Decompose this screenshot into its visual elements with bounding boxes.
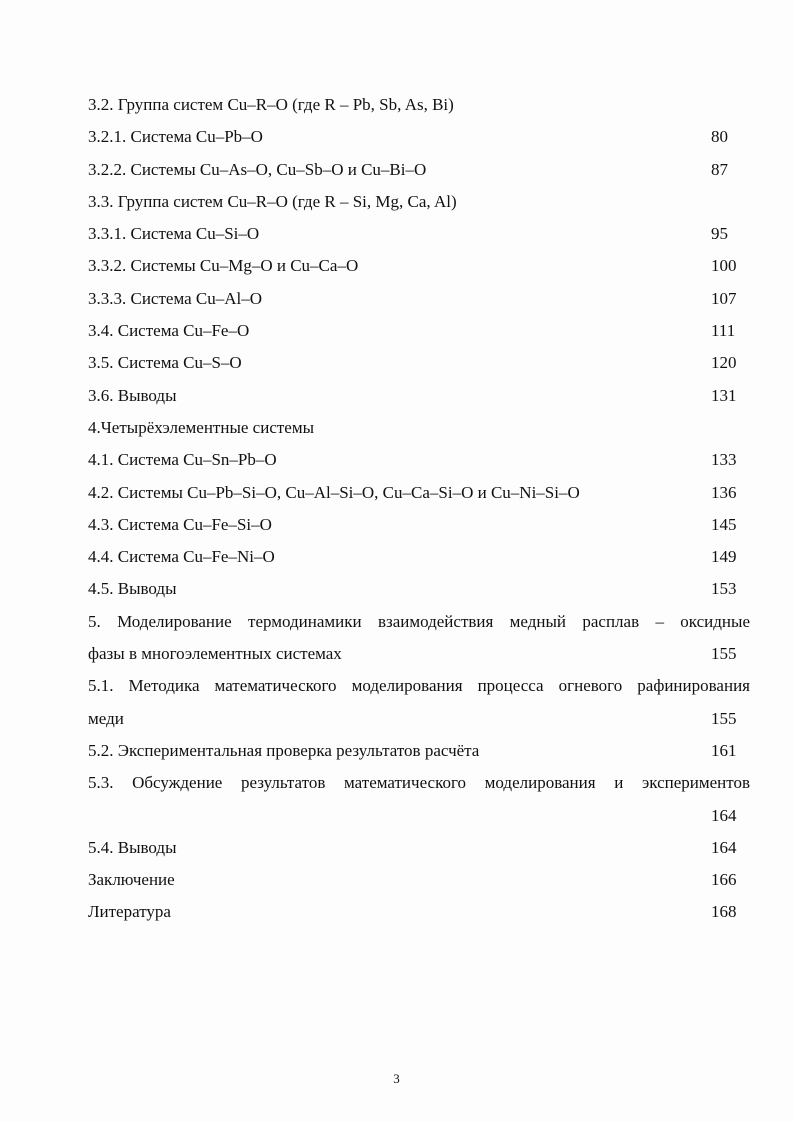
toc-entry <box>88 864 750 896</box>
toc-entry-title: 4.5. Выводы <box>88 579 177 599</box>
toc-entry <box>88 638 750 670</box>
toc-entry-title: 5.4. Выводы <box>88 837 177 857</box>
toc-entry-title: 4.3. Система Cu–Fe–Si–O <box>88 514 272 534</box>
toc-entry <box>88 670 750 702</box>
toc-entry-title: 5.1. Методика математического моделирования процесса огневого рафинирования <box>88 676 750 696</box>
toc-entry <box>88 380 750 412</box>
toc-entry-page: 145 <box>711 514 737 534</box>
table-of-contents <box>88 89 750 929</box>
toc-entry <box>88 606 750 638</box>
toc-entry-title: 3.3. Группа систем Cu–R–O (где R – Si, Mg, Ca, Al) <box>88 191 457 211</box>
toc-entry <box>88 896 750 928</box>
toc-entry <box>88 412 750 444</box>
toc-entry <box>88 315 750 347</box>
toc-entry-title: 3.6. Выводы <box>88 385 177 405</box>
toc-entry-page: 153 <box>711 579 737 599</box>
toc-entry-title: 4.2. Системы Cu–Pb–Si–O, Cu–Al–Si–O, Cu–Ca–Si–O и Cu–Ni–Si–O <box>88 482 580 502</box>
toc-entry-page: 100 <box>711 256 737 276</box>
toc-entry <box>88 218 750 250</box>
toc-entry-title: 4.Четырёхэлементные системы <box>88 417 315 437</box>
toc-entry-page: 164 <box>711 805 737 825</box>
toc-entry <box>88 573 750 605</box>
toc-entry-page: 107 <box>711 288 737 308</box>
toc-entry-title: 3.4. Система Cu–Fe–O <box>88 321 250 341</box>
toc-entry-page: 136 <box>711 482 737 502</box>
toc-entry-title: 3.3.1. Система Cu–Si–O <box>88 224 260 244</box>
toc-entry-title: меди <box>88 708 124 728</box>
toc-entry-page: 149 <box>711 547 737 567</box>
toc-entry <box>88 832 750 864</box>
toc-entry-page: 161 <box>711 740 737 760</box>
toc-entry <box>88 283 750 315</box>
toc-entry-title: 3.3.3. Система Cu–Al–O <box>88 288 263 308</box>
toc-entry-title: Заключение <box>88 870 175 890</box>
toc-entry-title: фазы в многоэлементных системах <box>88 644 342 664</box>
toc-entry <box>88 250 750 282</box>
toc-entry <box>88 347 750 379</box>
toc-entry-title: 5.3. Обсуждение результатов математического моделирования и экспериментов <box>88 773 750 793</box>
toc-entry <box>88 154 750 186</box>
toc-entry <box>88 121 750 153</box>
toc-entry-page: 120 <box>711 353 737 373</box>
toc-entry-page: 95 <box>711 224 728 244</box>
toc-entry-title: 5. Моделирование термодинамики взаимодействия медный расплав – оксидные <box>88 611 750 631</box>
toc-entry-title: 5.2. Экспериментальная проверка результатов расчёта <box>88 740 480 760</box>
toc-entry-page: 131 <box>711 385 737 405</box>
toc-entry-page: 164 <box>711 837 737 857</box>
toc-entry-title: 4.4. Система Cu–Fe–Ni–O <box>88 547 275 567</box>
toc-entry-page: 155 <box>711 644 737 664</box>
toc-entry-page: 133 <box>711 450 737 470</box>
toc-entry <box>88 767 750 799</box>
toc-entry-page: 80 <box>711 127 728 147</box>
toc-entry <box>88 509 750 541</box>
toc-entry <box>88 477 750 509</box>
toc-entry <box>88 735 750 767</box>
toc-entry-page: 111 <box>711 321 736 341</box>
toc-entry-title: 3.2.1. Система Cu–Pb–O <box>88 127 263 147</box>
toc-entry-title: 3.3.2. Системы Cu–Mg–O и Cu–Ca–O <box>88 256 359 276</box>
toc-entry <box>88 800 750 832</box>
toc-entry-title: 3.5. Система Cu–S–O <box>88 353 242 373</box>
toc-entry-title: Литература <box>88 902 171 922</box>
toc-entry-title: 3.2.2. Системы Cu–As–O, Cu–Sb–O и Cu–Bi–O <box>88 159 427 179</box>
toc-entry <box>88 186 750 218</box>
toc-entry-page: 168 <box>711 902 737 922</box>
toc-entry-page: 166 <box>711 870 737 890</box>
page-number: 3 <box>393 1071 400 1086</box>
toc-entry-page: 87 <box>711 159 728 179</box>
toc-entry-title: 4.1. Система Cu–Sn–Pb–O <box>88 450 277 470</box>
toc-entry-title: 3.2. Группа систем Cu–R–O (где R – Pb, Sb, As, Bi) <box>88 95 454 114</box>
toc-entry <box>88 703 750 735</box>
toc-entry <box>88 89 750 121</box>
toc-entry <box>88 444 750 476</box>
toc-entry-page: 155 <box>711 708 737 728</box>
toc-entry <box>88 541 750 573</box>
